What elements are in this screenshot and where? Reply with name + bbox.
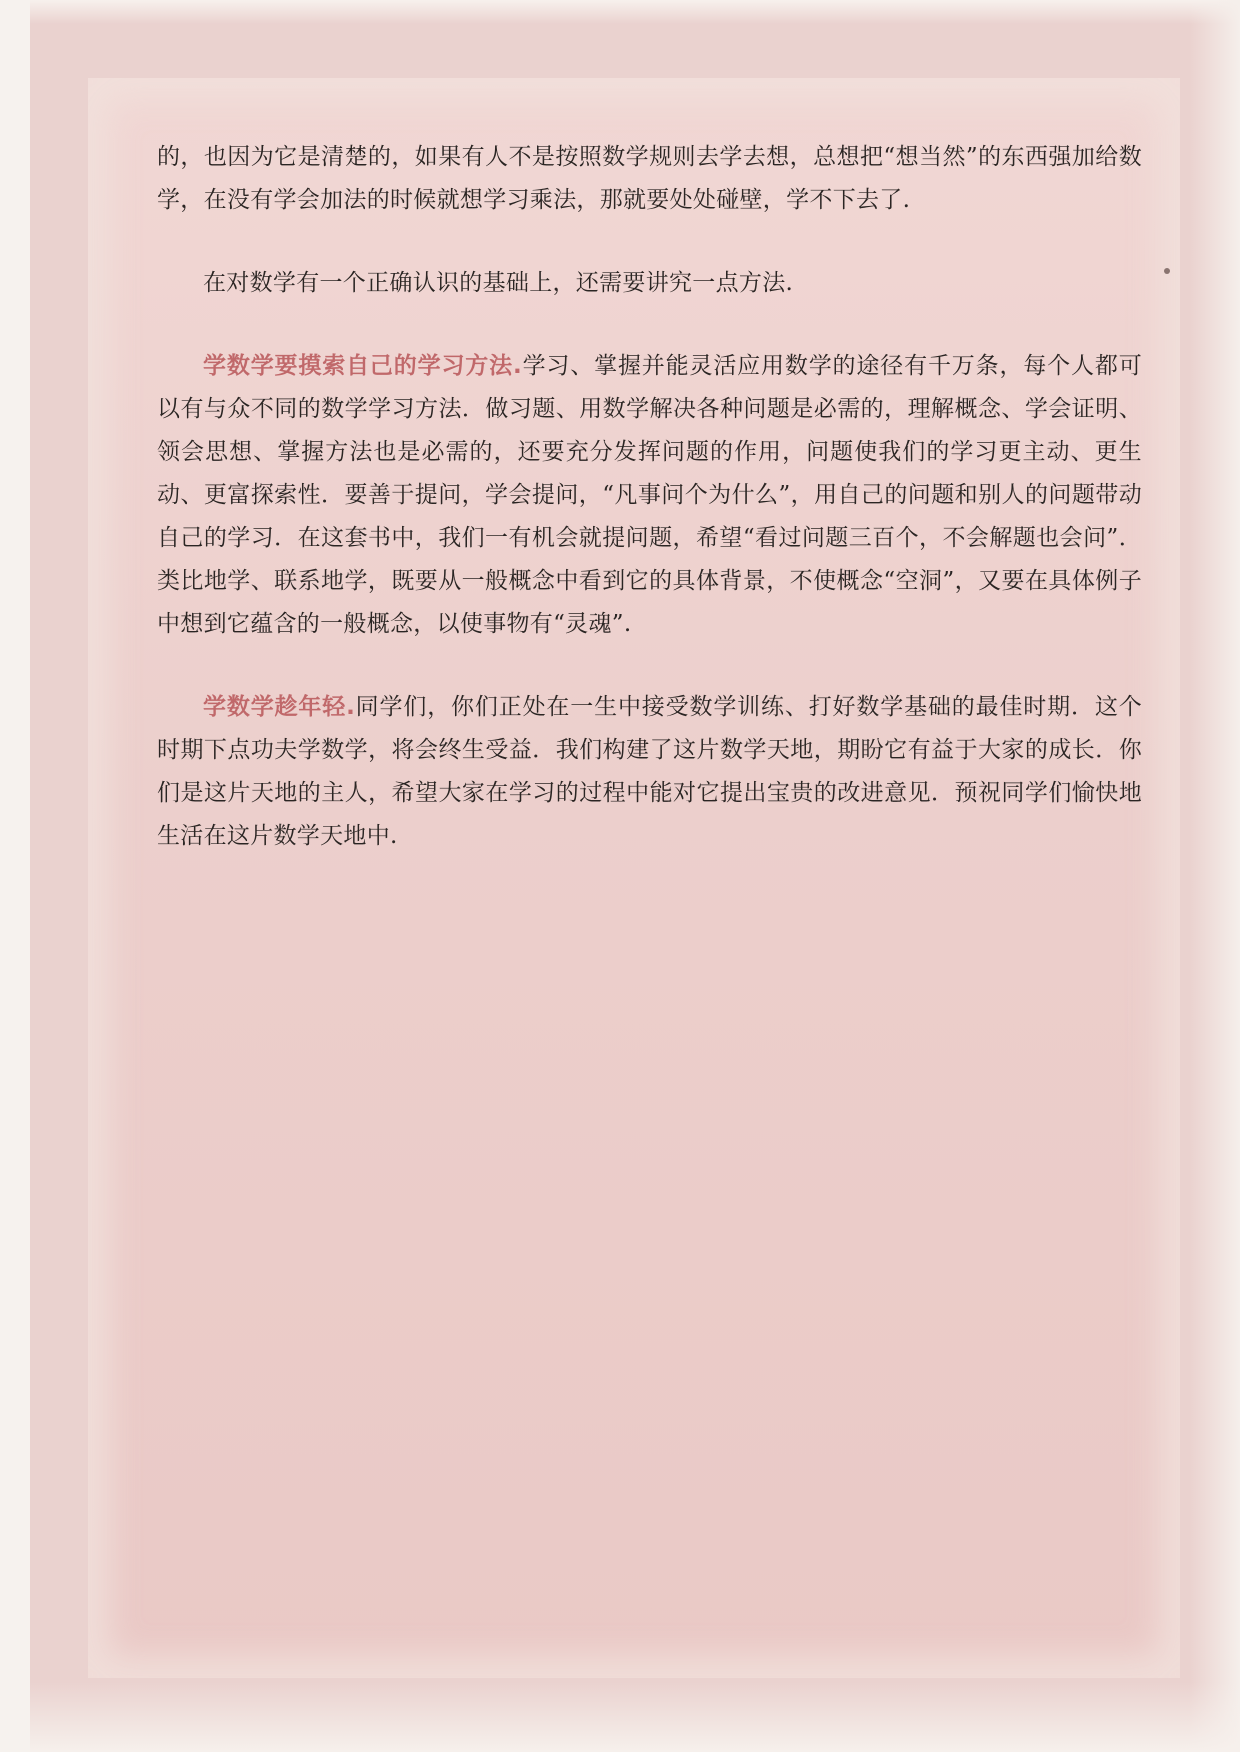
preface-text [157, 136, 1142, 858]
page-edge-top [30, 0, 1240, 24]
paragraph-method-intro [157, 262, 1142, 305]
paragraph-learning-method [157, 345, 1142, 646]
paragraph-continued [157, 136, 1142, 222]
paragraph-lead-heading: 学数学趁年轻. [203, 694, 356, 720]
paragraph-lead-heading: 学数学要摸索自己的学习方法. [203, 353, 523, 379]
paragraph-learn-young [157, 686, 1142, 858]
paragraph-text: 在对数学有一个正确认识的基础上，还需要讲究一点方法. [203, 270, 794, 296]
paragraph-text: 同学们，你们正处在一生中接受数学训练、打好数学基础的最佳时期．这个时期下点功夫学数学，将会终生受益．我们构建了这片数学天地，期盼它有益于大家的成长．你们是这片天地的主人，希望大家在学习的过程中能对它提出宝贵的改进意见．预祝同学们愉快地生活在这片数学天地中. [157, 694, 1142, 849]
page-edge-bottom [30, 1682, 1240, 1752]
paragraph-text: 学习、掌握并能灵活应用数学的途径有千万条，每个人都可以有与众不同的数学学习方法．做习题、用数学解决各种问题是必需的，理解概念、学会证明、领会思想、掌握方法也是必需的，还要充分发挥问题的作用，问题使我们的学习更主动、更生动、更富探索性．要善于提问，学会提问，“凡事问个为什么”，用自己的问题和别人的问题带动自己的学习．在这套书中，我们一有机会就提问题，希望“看过问题三百个，不会解题也会问”．类比地学、联系地学，既要从一般概念中看到它的具体背景，不使概念“空洞”，又要在具体例子中想到它蕴含的一般概念，以使事物有“灵魂”. [157, 353, 1142, 637]
page-margin-left [0, 0, 30, 1752]
paper-speck [1164, 268, 1170, 274]
paragraph-text: 的，也因为它是清楚的，如果有人不是按照数学规则去学去想，总想把“想当然”的东西强加给数学，在没有学会加法的时候就想学习乘法，那就要处处碰壁，学不下去了. [157, 144, 1142, 213]
page-edge-right [1190, 0, 1240, 1752]
